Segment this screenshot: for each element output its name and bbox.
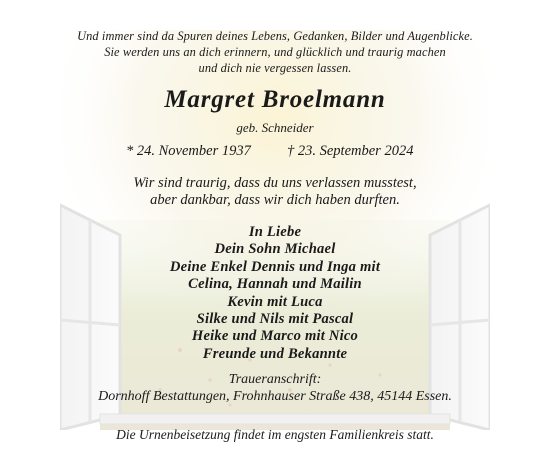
mourner-line: Silke und Nils mit Pascal [196,311,354,328]
mourner-line: Dein Sohn Michael [214,241,336,258]
mourner-line: Freunde und Bekannte [202,345,348,362]
poem-line: und dich nie vergessen lassen. [198,61,352,75]
mourner-line: Deine Enkel Dennis und Inga mit [169,258,381,275]
life-dates [0,142,550,162]
opening-poem [0,28,550,76]
burial-note: Die Urnenbeisetzung findet im engsten Familienkreis statt. [116,427,434,442]
poem-line: Sie werden uns an dich erinnern, und glücklich und traurig machen [104,45,446,59]
death-date: † 23. September 2024 [287,143,414,159]
address-label: Traueranschrift: [228,372,322,387]
verse-line: aber dankbar, dass wir dich haben durften. [150,192,400,208]
mourner-line: Heike und Marco mit Nico [191,328,359,345]
deceased-name: Margret Broelmann [164,86,386,113]
memorial-verse [0,175,550,209]
condolence-address [0,371,550,405]
address-text: Dornhoff Bestattungen, Frohnhauser Straße 438, 45144 Essen. [98,389,452,404]
mourner-line: Kevin mit Luca [227,293,323,310]
birth-date: * 24. November 1937 [126,143,251,159]
poem-line: Und immer sind da Spuren deines Lebens, Gedanken, Bilder und Augenblicke. [77,29,473,43]
mourner-line: In Liebe [248,224,302,240]
birth-name: geb. Schneider [236,120,314,135]
mourners-list [0,224,550,363]
verse-line: Wir sind traurig, dass du uns verlassen musstest, [133,175,417,191]
mourner-line: Celina, Hannah und Mailin [188,276,362,293]
